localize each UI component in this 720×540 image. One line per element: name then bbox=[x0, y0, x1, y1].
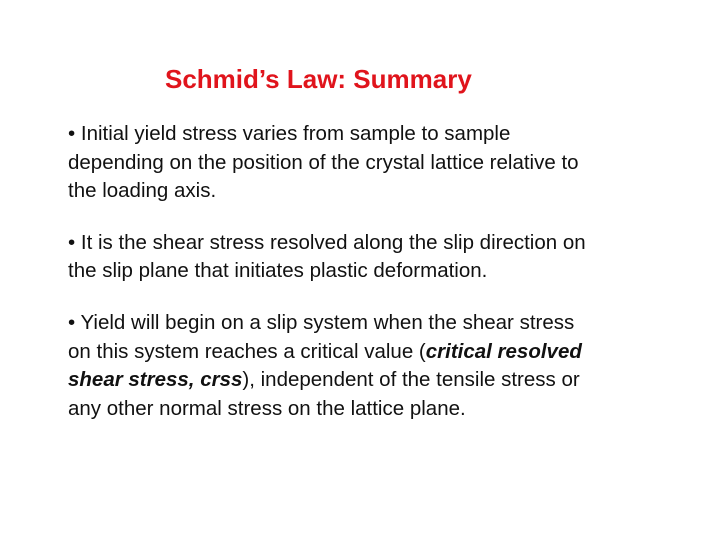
text-line: • Yield will begin on a slip system when the shear stress bbox=[68, 310, 575, 334]
text-line: depending on the position of the crystal lattice relative to bbox=[68, 150, 579, 174]
text-segment: ), independent of the tensile stress or bbox=[242, 368, 580, 392]
text-line: any other normal stress on the lattice plane. bbox=[68, 396, 466, 420]
text-line: • Initial yield stress varies from sample to sample bbox=[68, 122, 511, 145]
bullet-paragraph-3 bbox=[68, 309, 688, 423]
emphasized-term: critical resolved bbox=[425, 339, 582, 363]
text-line: • It is the shear stress resolved along the slip direction on bbox=[68, 230, 586, 254]
text-line: the loading axis. bbox=[68, 179, 217, 203]
bullet-paragraph-1 bbox=[68, 120, 688, 206]
text-line bbox=[68, 338, 688, 367]
text-segment: on this system reaches a critical value ( bbox=[68, 339, 426, 363]
text-line bbox=[68, 366, 688, 395]
emphasized-term: shear stress, crss bbox=[68, 368, 243, 392]
slide-body bbox=[68, 120, 688, 423]
text-line: the slip plane that initiates plastic deformation. bbox=[68, 259, 488, 283]
slide-title: Schmid’s Law: Summary bbox=[165, 64, 472, 94]
bullet-paragraph-2 bbox=[68, 229, 688, 286]
